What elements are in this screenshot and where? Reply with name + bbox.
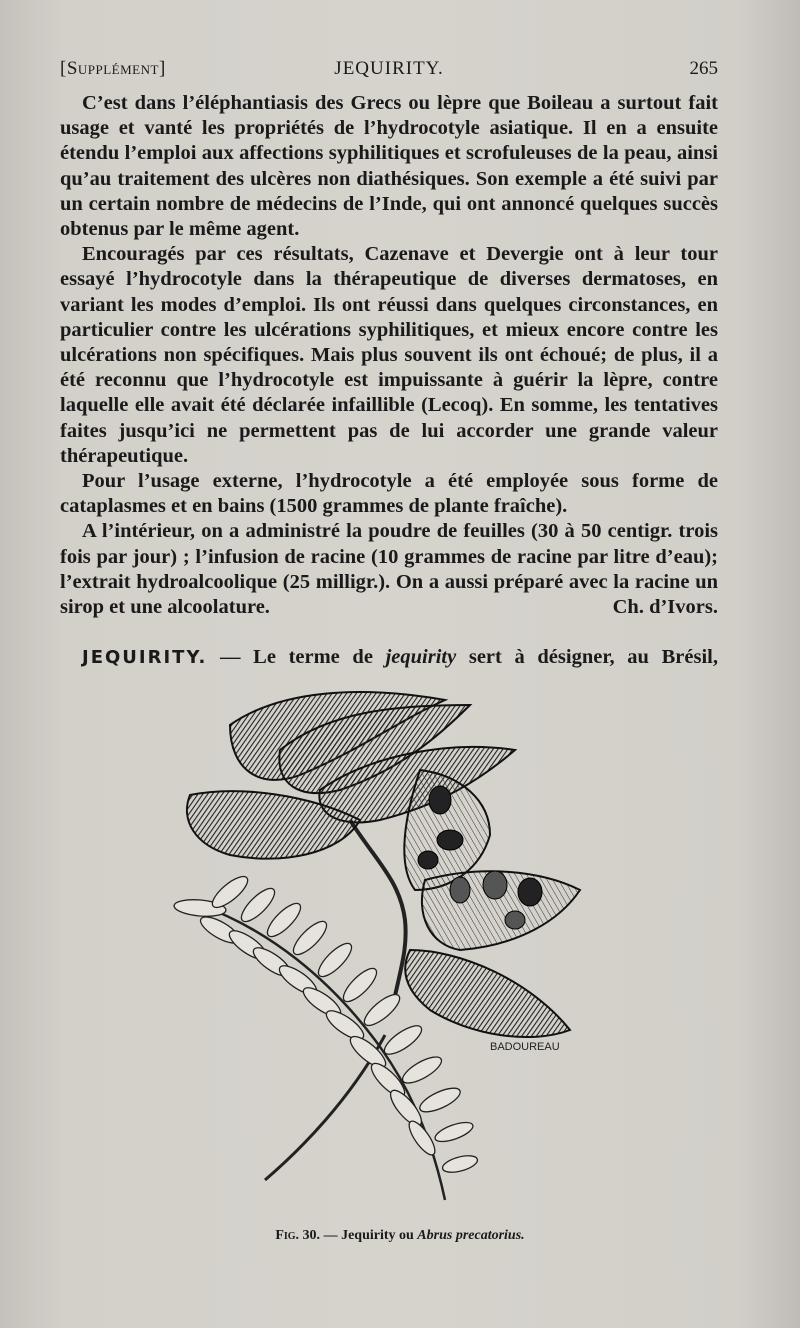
main-text bbox=[60, 91, 718, 620]
abrus-illustration bbox=[160, 680, 630, 1205]
engraver-signature: BADOUREAU bbox=[490, 1041, 560, 1053]
entry-text-after: sert à désigner, au Brésil, bbox=[456, 646, 718, 668]
header-title: JEQUIRITY. bbox=[334, 58, 444, 79]
signature: Ch. d’Ivors. bbox=[612, 596, 718, 619]
paragraph-1: C’est dans l’éléphantiasis des Grecs ou lèpre que Boileau a surtout fait usage et vanté les propriétés de l’hydrocotyle asiatique. Il en a ensuite étendu l’emploi aux affections syphilitiques et scrofuleuses de la peau, ainsi qu’au traitement des ulcères non diathésiques. Son exemple a été suivi par un certain nombre de médecins de l’Inde, qui ont annoncé quelques succès obtenus par le même agent. bbox=[60, 92, 718, 241]
caption-text: — Jequirity ou bbox=[320, 1228, 418, 1243]
page-number: 265 bbox=[689, 58, 718, 79]
entry-term: JEQUIRITY. bbox=[82, 647, 208, 668]
paragraph-4-text: A l’intérieur, on a administré la poudre de feuilles (30 à 50 centigr. trois fois par jour) ; l’infusion de racine (10 grammes de racine par litre d’eau); l’extrait hydroalcoolique (25 milligr.). On a aussi préparé avec la racine un sirop et une alcoolature. bbox=[60, 520, 718, 619]
section-label: [Supplément] bbox=[60, 58, 166, 79]
paragraph-3: Pour l’usage externe, l’hydrocotyle a été employée sous forme de cataplasmes et en bains (1500 grammes de plante fraîche). bbox=[60, 470, 718, 518]
entry-italic: jequirity bbox=[385, 646, 457, 668]
paragraph-2: Encouragés par ces résultats, Cazenave et Devergie ont à leur tour essayé l’hydrocotyle dans la thérapeutique de diverses dermatoses, en variant les modes d’emploi. Ils ont réussi dans quelques circonstances, en particulier contre les ulcérations syphilitiques, et mieux encore contre les ulcérations non spécifiques. Mais plus souvent ils ont échoué; de plus, il a été reconnu que l’hydrocotyle est impuissante à guérir la lèpre, contre laquelle elle avait été déclarée infaillible (Lecoq). En somme, les tentatives faites jusqu’ici ne permettent pas de lui accorder une grande valeur thérapeutique. bbox=[60, 243, 718, 467]
entry-text-before: — Le terme de bbox=[207, 646, 386, 668]
entry-heading bbox=[82, 646, 718, 669]
figure-caption bbox=[0, 1228, 800, 1244]
figure-label: Fig. 30. bbox=[275, 1228, 321, 1243]
leaf-rachis bbox=[200, 905, 445, 1200]
running-header bbox=[60, 58, 718, 84]
caption-italic: Abrus precatorius. bbox=[417, 1228, 525, 1243]
paragraph-4 bbox=[60, 519, 718, 620]
